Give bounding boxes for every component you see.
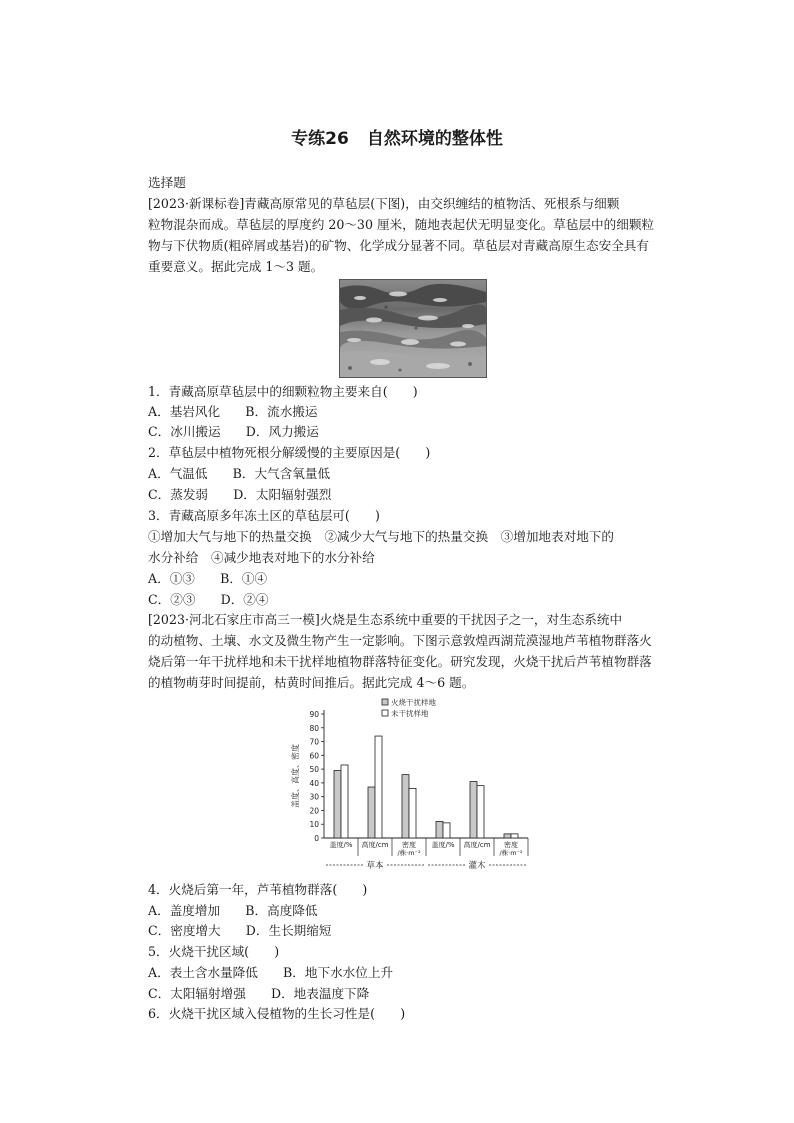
y-axis-label: 盖度、高度、密度	[291, 744, 300, 808]
group-label: 草本	[366, 861, 384, 871]
intro1-line: [2023·新课标卷]青藏高原常见的草毡层(下图)，由交织缠结的植物活、死根系与细颗	[148, 196, 620, 211]
category-label-unit: /株·m⁻²	[397, 849, 421, 857]
category-label: 盖度/%	[431, 841, 455, 849]
bar-burned	[470, 782, 477, 838]
title-topic: 自然环境的整体性	[366, 129, 503, 149]
bar-burned	[368, 787, 375, 838]
bar-unburned	[511, 834, 518, 838]
y-tick-label: 30	[309, 792, 319, 802]
category-label: 高度/cm	[463, 841, 491, 849]
bar-burned	[504, 834, 511, 838]
bar-chart-svg	[286, 696, 532, 876]
intro1-line: 重要意义。据此完成 1～3 题。	[148, 259, 324, 274]
q4-options-ab: A．盖度增加 B．高度降低	[148, 903, 318, 918]
q5-options-ab: A．表土含水量降低 B．地下水水位上升	[148, 965, 394, 980]
category-label: 密度	[504, 841, 518, 849]
intro1-line: 粒物混杂而成。草毡层的厚度约 20～30 厘米，随地表起伏无明显变化。草毡层中的细颗粒	[148, 217, 655, 232]
category-label: 高度/cm	[361, 841, 389, 849]
category-label-unit: /株·m⁻²	[499, 849, 523, 857]
intro1-line: 物与下伏物质(粗碎屑或基岩)的矿物、化学成分显著不同。草毡层对青藏高原生态安全具有	[148, 238, 649, 253]
q3-statements: 水分补给 ④减少地表对地下的水分补给	[148, 550, 375, 565]
intro2-line: 烧后第一年干扰样地和未干扰样地植物群落特征变化。研究发现，火烧干扰后芦苇植物群落	[148, 654, 652, 669]
legend-label: 火烧干扰样地	[391, 698, 436, 707]
y-tick-label: 10	[309, 820, 319, 830]
bar-burned	[402, 775, 409, 838]
sod-layer-image	[340, 280, 486, 377]
title-number: 专练26	[291, 129, 349, 149]
bar-unburned	[341, 765, 348, 838]
q1-options-cd: C．冰川搬运 D．风力搬运	[148, 424, 319, 439]
intro2-line: 的动植物、土壤、水文及微生物产生一定影响。下图示意敦煌西湖荒漠湿地芦苇植物群落火	[148, 633, 652, 648]
q3-options-ab: A．①③ B．①④	[148, 571, 268, 586]
legend-swatch	[382, 699, 388, 705]
bar-unburned	[375, 736, 382, 838]
q2-options-ab: A．气温低 B．大气含氧量低	[148, 466, 331, 481]
category-label: 密度	[402, 841, 416, 849]
bar-burned	[436, 821, 443, 838]
q3-statements: ①增加大气与地下的热量交换 ②减少大气与地下的热量交换 ③增加地表对地下的	[148, 529, 614, 544]
y-tick-label: 50	[309, 765, 319, 775]
q5-options-cd: C．太阳辐射增强 D．地表温度下降	[148, 986, 370, 1001]
legend-swatch	[382, 710, 388, 716]
q6-stem: 6．火烧干扰区域入侵植物的生长习性是( )	[148, 1006, 406, 1021]
intro2-line: [2023·河北石家庄市高三一模]火烧是生态系统中重要的干扰因子之一，对生态系统中	[148, 612, 623, 627]
q3-options-cd: C．②③ D．②④	[148, 592, 269, 607]
section-heading: 选择题	[148, 175, 186, 190]
bar-burned	[334, 770, 341, 838]
group-label: 灌木	[468, 861, 486, 871]
bar-unburned	[409, 788, 416, 838]
y-tick-label: 60	[309, 751, 319, 761]
bar-unburned	[443, 823, 450, 838]
q4-options-cd: C．密度增大 D．生长期缩短	[148, 923, 332, 938]
y-tick-label: 0	[314, 834, 319, 843]
y-tick-label: 40	[309, 778, 319, 788]
q5-stem: 5．火烧干扰区域( )	[148, 944, 280, 959]
legend-label: 未干扰样地	[391, 709, 429, 718]
bar-unburned	[477, 786, 484, 838]
page-title	[0, 124, 794, 149]
category-label: 盖度/%	[329, 841, 353, 849]
q1-options-ab: A．基岩风化 B．流水搬运	[148, 404, 318, 419]
q3-stem: 3．青藏高原多年冻土区的草毡层可( )	[148, 508, 380, 523]
q2-stem: 2．草毡层中植物死根分解缓慢的主要原因是( )	[148, 445, 431, 460]
fire-disturbance-chart	[286, 696, 532, 876]
q1-stem: 1．青藏高原草毡层中的细颗粒物主要来自( )	[148, 384, 418, 399]
sod-layer-photo	[339, 279, 487, 378]
y-tick-label: 90	[309, 710, 319, 719]
y-tick-label: 20	[309, 806, 319, 816]
y-tick-label: 70	[309, 737, 319, 747]
q2-options-cd: C．蒸发弱 D．太阳辐射强烈	[148, 487, 332, 502]
intro2-line: 的植物萌芽时间提前，枯黄时间推后。据此完成 4～6 题。	[148, 675, 475, 690]
y-tick-label: 80	[309, 723, 319, 733]
q4-stem: 4．火烧后第一年，芦苇植物群落( )	[148, 882, 368, 897]
